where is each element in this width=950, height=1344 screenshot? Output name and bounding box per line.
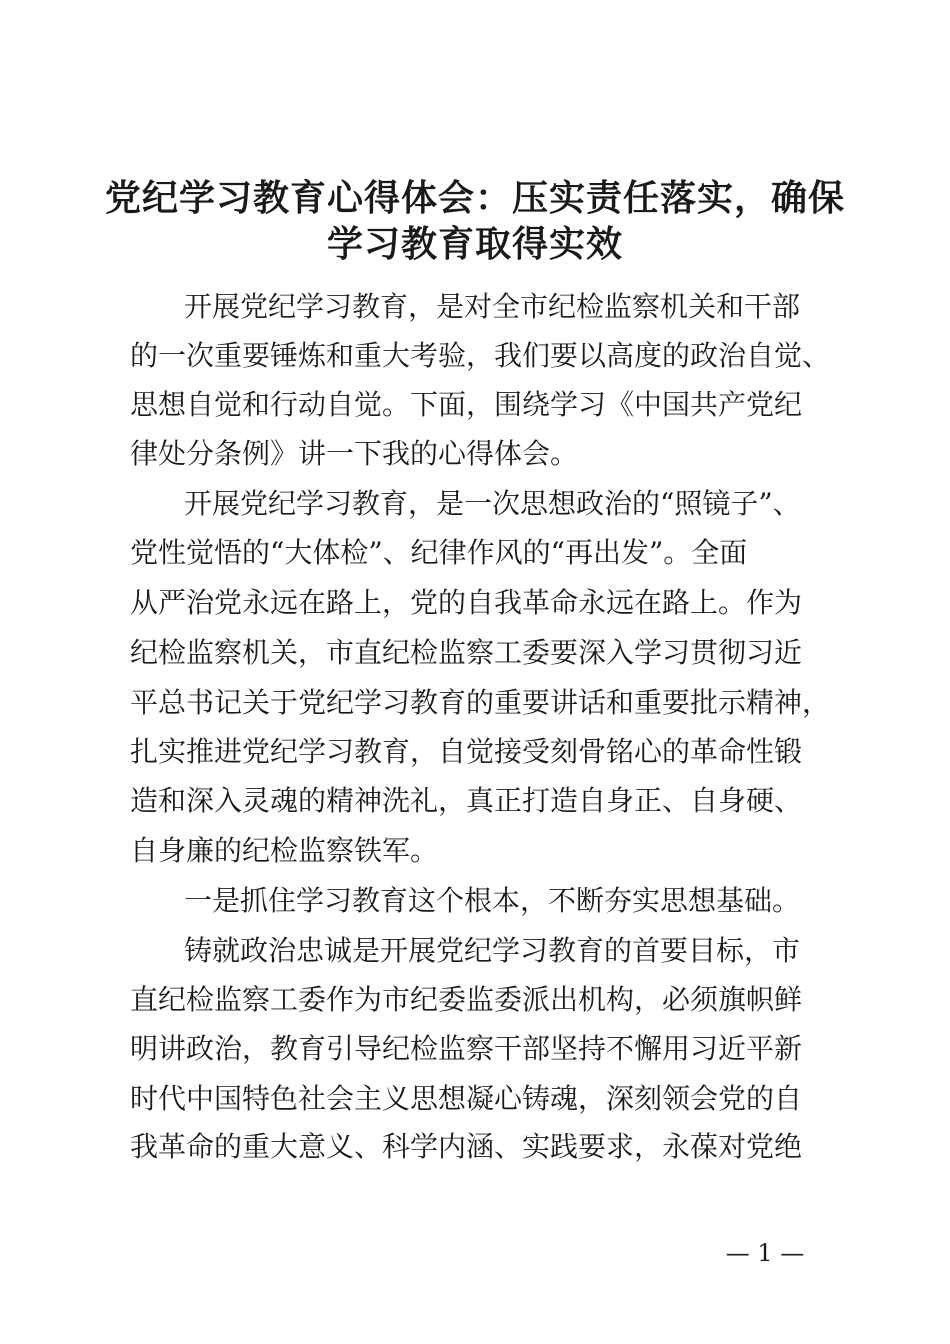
body-line: 平总书记关于党纪学习教育的重要讲话和重要批示精神， (130, 686, 831, 719)
body-line: 直纪检监察工委作为市纪委监委派出机构，必须旗帜鲜 (130, 983, 803, 1016)
body-line: 明讲政治，教育引导纪检监察干部坚持不懈用习近平新 (130, 1032, 803, 1065)
body-line: 我革命的重大意义、科学内涵、实践要求，永葆对党绝 (130, 1130, 803, 1163)
body-line: 纪检监察机关，市直纪检监察工委要深入学习贯彻习近 (130, 636, 803, 669)
title-line-2: 学习教育取得实效 (326, 224, 623, 265)
body-line: 律处分条例》讲一下我的心得体会。 (130, 437, 579, 470)
body-line: 造和深入灵魂的精神洗礼，真正打造自身正、自身硬、 (130, 784, 803, 817)
body-line: 的一次重要锤炼和重大考验，我们要以高度的政治自觉、 (130, 339, 831, 372)
body-line: 党性觉悟的“大体检”、纪律作风的“再出发”。全面 (130, 536, 748, 569)
page-number: — 1 — (725, 1239, 805, 1267)
section-heading: 一是抓住学习教育这个根本，不断夯实思想基础。 (184, 884, 801, 917)
body-line: 自身廉的纪检监察铁军。 (130, 834, 439, 867)
title-line-1: 党纪学习教育心得体会：压实责任落实，确保 (104, 178, 845, 219)
body-line: 开展党纪学习教育，是对全市纪检监察机关和干部 (184, 290, 801, 323)
document-title (0, 176, 950, 268)
body-line: 铸就政治忠诚是开展党纪学习教育的首要目标，市 (184, 934, 801, 967)
body-line: 时代中国特色社会主义思想凝心铸魂，深刻领会党的自 (130, 1082, 803, 1115)
body-line: 开展党纪学习教育，是一次思想政治的“照镜子”、 (184, 487, 801, 520)
body-line: 思想自觉和行动自觉。下面，围绕学习《中国共产党纪 (130, 388, 803, 421)
body-line: 扎实推进党纪学习教育，自觉接受刻骨铭心的革命性锻 (130, 735, 803, 768)
body-line: 从严治党永远在路上，党的自我革命永远在路上。作为 (130, 586, 803, 619)
